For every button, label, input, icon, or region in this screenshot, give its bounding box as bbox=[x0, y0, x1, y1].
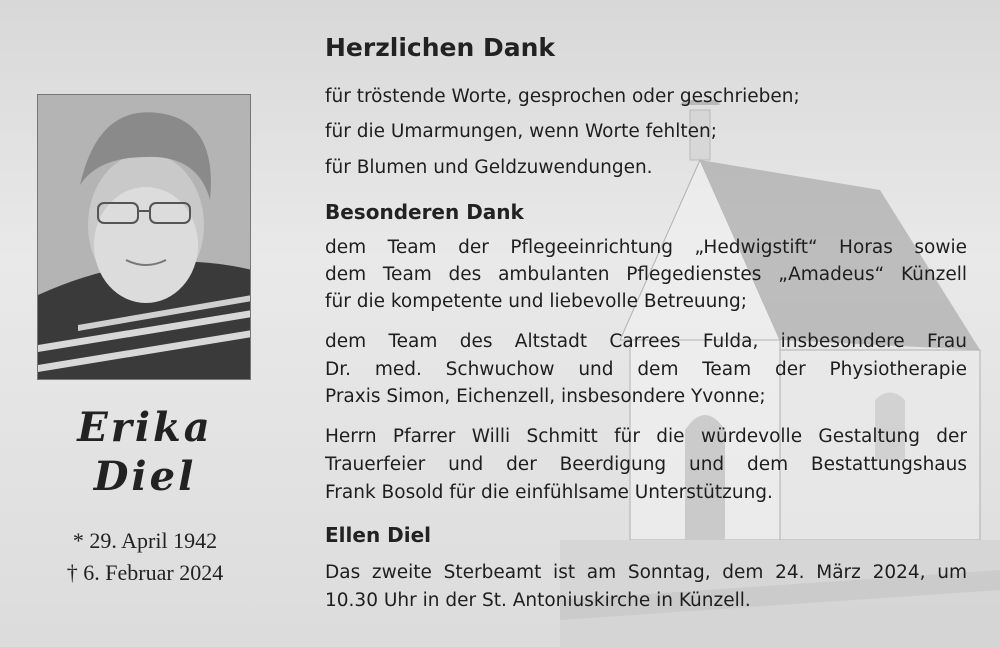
special-line: Dr. med. Schwuchow und dem Team der Physiotherapie bbox=[325, 359, 967, 380]
special-line: dem Team der Pflegeeinrichtung „Hedwigstift“ Horas sowie bbox=[325, 237, 967, 258]
left-column bbox=[0, 0, 290, 647]
thanks-line: für Blumen und Geldzuwendungen. bbox=[325, 157, 653, 178]
portrait-image bbox=[38, 95, 251, 380]
thanks-line: für tröstende Worte, gesprochen oder geschrieben; bbox=[325, 86, 800, 107]
special-line: dem Team des ambulanten Pflegedienstes „Amadeus“ Künzell bbox=[325, 264, 967, 285]
special-line: dem Team des Altstadt Carrees Fulda, insbesondere Frau bbox=[325, 331, 967, 352]
first-name: Erika bbox=[77, 404, 213, 451]
heading-main: Herzlichen Dank bbox=[325, 33, 556, 62]
signature: Ellen Diel bbox=[325, 523, 432, 547]
heading-special: Besonderen Dank bbox=[325, 200, 524, 224]
closing-line: Das zweite Sterbeamt ist am Sonntag, dem 24. März 2024, um bbox=[325, 562, 967, 583]
special-line: Herrn Pfarrer Willi Schmitt für die würdevolle Gestaltung der bbox=[325, 426, 967, 447]
closing-line: 10.30 Uhr in der St. Antoniuskirche in Künzell. bbox=[325, 590, 751, 611]
special-line: Trauerfeier und der Beerdigung und dem Bestattungshaus bbox=[325, 454, 967, 475]
thanks-line: für die Umarmungen, wenn Worte fehlten; bbox=[325, 121, 717, 142]
special-line: Praxis Simon, Eichenzell, insbesondere Yvonne; bbox=[325, 386, 766, 407]
special-line: für die kompetente und liebevolle Betreuung; bbox=[325, 291, 747, 312]
death-date: † 6. Februar 2024 bbox=[66, 560, 224, 585]
birth-date: * 29. April 1942 bbox=[72, 528, 218, 553]
portrait-photo bbox=[37, 94, 251, 380]
last-name: Diel bbox=[93, 453, 197, 500]
special-line: Frank Bosold für die einfühlsame Unterstützung. bbox=[325, 482, 773, 503]
